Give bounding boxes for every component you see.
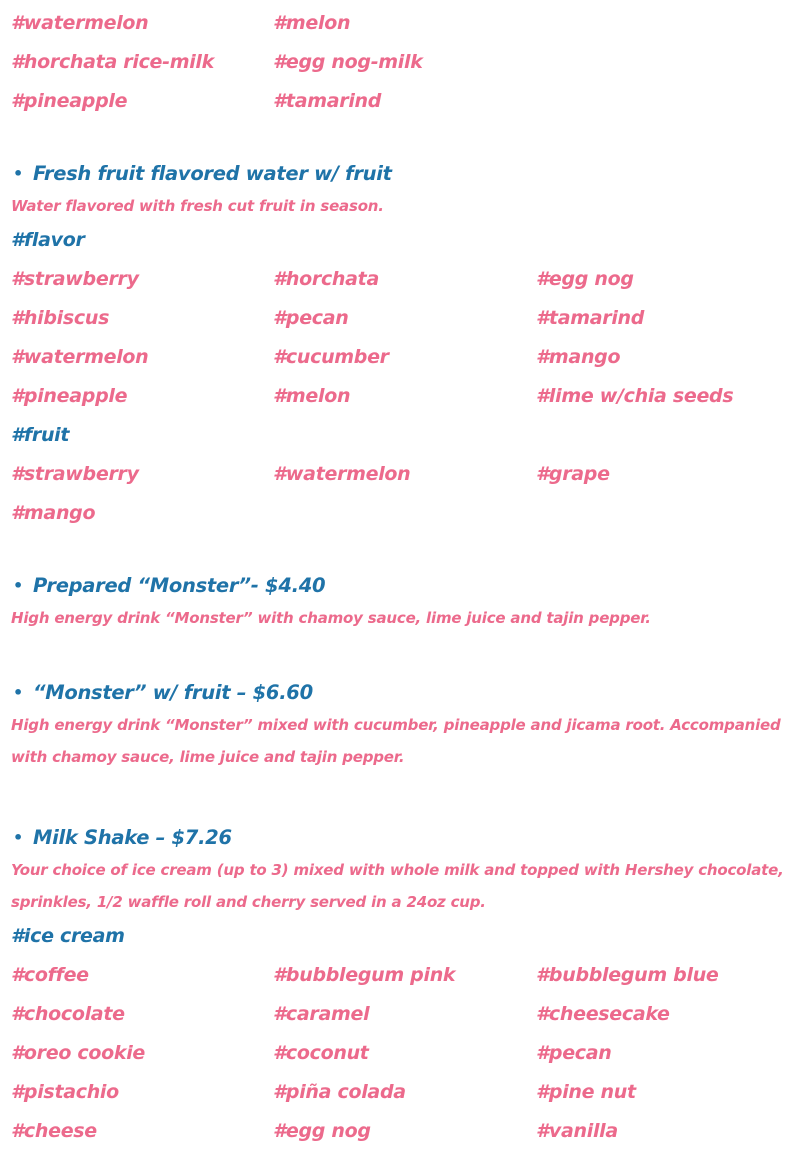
ice-cream-option: #bubblegum pink (273, 964, 456, 986)
bullet-icon: • (13, 164, 23, 183)
item-description: Your choice of ice cream (up to 3) mixed with whole milk and topped with Hershey chocolate, sprinkles, 1/2 waffle roll and cherry served in a 24oz cup. (11, 861, 784, 911)
ice-cream-option: #caramel (273, 1003, 370, 1025)
item-title (11, 674, 785, 712)
menu-item-monster (11, 567, 785, 634)
fruit-option: #grape (536, 463, 610, 485)
flavor-option: #pineapple (11, 385, 128, 407)
item-description: High energy drink “Monster” mixed with cucumber, pineapple and jicama root. Accompanied with chamoy sauce, lime juice and tajin pepper. (11, 716, 781, 766)
bullet-icon: • (13, 683, 23, 702)
flavor-option: #melon (273, 12, 351, 34)
ice-cream-grid (11, 956, 785, 1151)
flavor-option (536, 82, 785, 121)
bullet-icon: • (13, 828, 23, 847)
item-description: Water flavored with fresh cut fruit in season. (11, 197, 384, 215)
flavor-option: #hibiscus (11, 307, 110, 329)
flavor-option (536, 43, 785, 82)
fruit-option: #mango (11, 502, 96, 524)
flavor-option: #egg nog (536, 268, 634, 290)
item-title-text: Milk Shake – $7.26 (33, 826, 232, 849)
ice-cream-option: #coffee (11, 964, 89, 986)
item-title (11, 567, 785, 605)
ice-cream-option: #bubblegum blue (536, 964, 719, 986)
category-heading-fruit: #fruit (11, 424, 70, 446)
ice-cream-option: #pecan (536, 1042, 612, 1064)
flavor-grid (11, 260, 785, 416)
menu-item-fresh-water (11, 155, 785, 533)
fruit-option: #watermelon (273, 463, 411, 485)
flavor-option: #horchata rice-milk (11, 51, 214, 73)
category-heading-flavor: #flavor (11, 229, 85, 251)
flavor-option: #horchata (273, 268, 379, 290)
flavor-option: #watermelon (11, 12, 149, 34)
item-description: High energy drink “Monster” with chamoy sauce, lime juice and tajin pepper. (11, 609, 651, 627)
ice-cream-option: #cheese (11, 1120, 97, 1142)
flavor-option: #tamarind (273, 90, 382, 112)
item-title (11, 155, 785, 193)
ice-cream-option: #cheesecake (536, 1003, 670, 1025)
item-title-text: “Monster” w/ fruit – $6.60 (33, 681, 313, 704)
flavor-option (536, 4, 785, 43)
ice-cream-option: #pine nut (536, 1081, 636, 1103)
ice-cream-option: #piña colada (273, 1081, 406, 1103)
bullet-icon: • (13, 576, 23, 595)
fruit-option (273, 494, 536, 533)
menu-page (11, 0, 785, 1151)
flavor-option: #cucumber (273, 346, 389, 368)
item-title-text: Prepared “Monster”- $4.40 (33, 574, 326, 597)
category-heading-ice-cream: #ice cream (11, 925, 125, 947)
ice-cream-option: #oreo cookie (11, 1042, 146, 1064)
ice-cream-option: #pistachio (11, 1081, 119, 1103)
ice-cream-option: #chocolate (11, 1003, 125, 1025)
flavor-option: #mango (536, 346, 621, 368)
flavor-option: #pineapple (11, 90, 128, 112)
item-title (11, 819, 785, 857)
flavor-option: #watermelon (11, 346, 149, 368)
menu-item-milkshake (11, 819, 785, 1151)
item-title-text: Fresh fruit flavored water w/ fruit (33, 162, 392, 185)
flavor-option: #pecan (273, 307, 349, 329)
ice-cream-option: #egg nog (273, 1120, 371, 1142)
flavor-grid-top (11, 4, 785, 121)
fruit-option (536, 494, 785, 533)
ice-cream-option: #vanilla (536, 1120, 618, 1142)
menu-item-monster-fruit (11, 674, 785, 773)
fruit-grid (11, 455, 785, 533)
ice-cream-option: #coconut (273, 1042, 369, 1064)
flavor-option: #egg nog-milk (273, 51, 423, 73)
flavor-option: #melon (273, 385, 351, 407)
flavor-option: #strawberry (11, 268, 139, 290)
flavor-option: #tamarind (536, 307, 645, 329)
fruit-option: #strawberry (11, 463, 139, 485)
flavor-option: #lime w/chia seeds (536, 385, 734, 407)
